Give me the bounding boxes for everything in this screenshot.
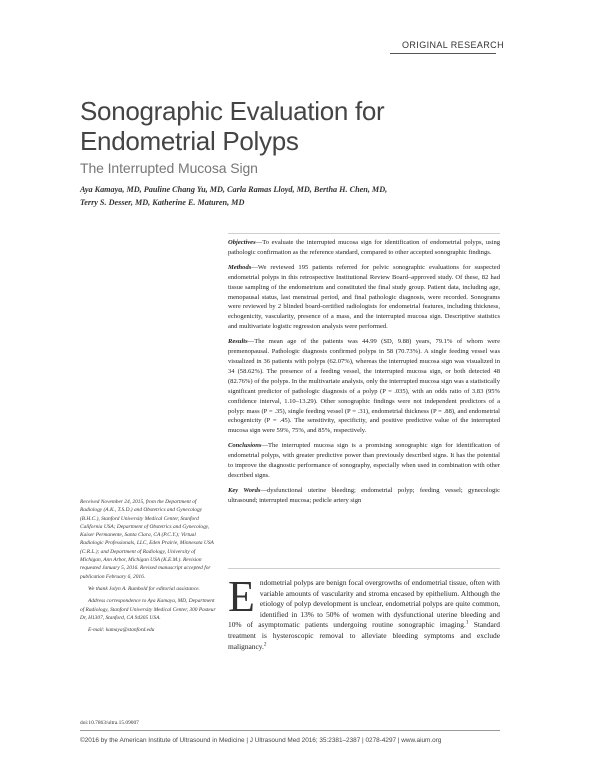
body-divider [228,568,500,569]
objectives-text: —To evaluate the interrupted mucosa sign for identification of endometrial polyps, using pathologic confirmation as the reference standard, compared to other accepted sonographic findings. [228,239,500,256]
methods-label: Methods [228,263,252,271]
received-note: Received November 24, 2015, from the Department of Radiology (A.K., T.S.D.) and Obstetrics and Gynecology (B.H.C.), Stanford University Medical Center, Stanford California USA; Department of Obstetrics and Gynecology, Kaiser Permanente, Santa Clara, CA (P.C.Y.); Virtual Radiologic Professionals, LLC, Eden Prairie, Minnesota USA (C.R.L.); and Department of Radiology, University of Michigan, Ann Arbor, Michigan USA (K.E.M.). Revision requested January 5, 2016. Revised manuscript accepted for publication February 6, 2016. [80,499,214,580]
footer-citation: ©2016 by the American Institute of Ultrasound in Medicine | J Ultrasound Med 2016; 35:2381–2387 | 0278-4297 | www.aium.org [80,737,442,744]
section-divider [390,53,496,54]
abstract [228,233,500,511]
ref-2[interactable]: 2 [263,641,267,648]
abstract-conclusions [228,441,500,481]
footer [80,737,500,744]
title-line-1: Sonographic Evaluation for [80,96,385,126]
authors-line-1: Aya Kamaya, MD, Pauline Chang Yu, MD, Carla Ramas Lloyd, MD, Bertha H. Chen, MD, [80,185,388,194]
doi-link[interactable]: doi:10.7863/ultra.15.09007 [80,720,139,726]
intro-text-cont: Standard treatment is hysteroscopic removal to alleviate bleeding symptoms and exclude malignancy. [228,620,500,651]
conclusions-label: Conclusions [228,442,262,450]
methods-text: —We reviewed 195 patients referred for pelvic sonographic evaluations for suspected endometrial polyps in this retrospective Institutional Review Board–approved study. Of these, 82 had tissue sampling of the endometrium and constituted the final study group. Patient data, including age, menopausal status, last menstrual period, and final pathologic diagnosis, were recorded. Sonograms were reviewed by 2 blinded board-certified radiologists for endometrial features, including thickness, echogenicity, vascularity, presence of a mass, and the interrupted mucosa sign. Descriptive statistics and multivariate logistic regression analysis were performed. [228,263,500,331]
intro-paragraph [228,572,500,652]
email-link[interactable]: E-mail: kamaya@stanford.edu [88,627,155,634]
authors-line-2: Terry S. Desser, MD, Katherine E. Maturen, MD [80,198,245,207]
footer-divider [80,730,500,731]
title-line-2: Endometrial Polyps [80,126,299,156]
keywords-text: —dysfunctional uterine bleeding; endometrial polyp; feeding vessel; gynecologic ultrasound; interrupted mucosa; pedicle artery sign [228,486,500,504]
abstract-objectives [228,238,500,258]
author-list [80,183,460,209]
drop-cap: E [228,572,255,621]
article-title [80,96,500,156]
acknowledgment: We thank Jolyn A. Rumbold for editorial assistance. [88,585,200,592]
results-label: Results [228,338,248,346]
abstract-methods [228,263,500,332]
article-sidebar [80,498,218,638]
section-label: ORIGINAL RESEARCH [402,40,504,50]
correspondence: Address correspondence to Aya Kamaya, MD, Department of Radiology, Stanford University Medical Center, 300 Pasteur Dr, H1307, Stanford, CA 94305 USA. [80,598,216,621]
keywords-label: Key Words [228,486,261,494]
objectives-label: Objectives [228,239,256,246]
body-text [228,572,500,652]
abstract-keywords [228,486,500,506]
article-subtitle: The Interrupted Mucosa Sign [80,160,258,176]
intro-text: ndometrial polyps are benign focal overgrowths of endometrial tissue, often with variable amounts of vascularity and stroma encased by epithelium. Although the etiology of polyp development is unclear, endometrial polyps are quite common, identified in 13% to 50% of women with dysfunctional uterine bleeding and 10% of asymptomatic patients undergoing routine sonographic imaging. [228,578,500,630]
abstract-results [228,337,500,436]
ref-1[interactable]: 1 [465,619,469,626]
conclusions-text: —The interrupted mucosa sign is a promising sonographic sign for identification of endometrial polyps, with greater predictive power than previously described signs. It has the potential to improve the diagnostic performance of sonography, especially when used in combination with other described signs. [228,442,500,479]
results-text: —The mean age of the patients was 44.99 (SD, 9.88) years, 79.1% of whom were premenopausal. Pathologic diagnosis confirmed polyps in 58 (70.73%). A single feeding vessel was visualized in 36 patients with polyps (62.07%), whereas the interrupted mucosa sign was visualized in 34 (58.62%). The presence of a feeding vessel, the interrupted mucosa sign, or both detected 48 (82.76%) of the polyps. In the multivariate analysis, only the interrupted mucosa sign was a statistically significant predictor of pathologic diagnosis of a polyp (P = .035), with an odds ratio of 3.83 (95% confidence interval, 1.10–13.29). Other sonographic findings were not independent predictors of a polyp: mass (P = .35), single feeding vessel (P = .31), endometrial thickness (P = .88), and endometrial echogenicity (P = .45). The sensitivity, specificity, and positive predictive value of the interrupted mucosa sign were 59%, 75%, and 85%, respectively. [228,338,500,435]
